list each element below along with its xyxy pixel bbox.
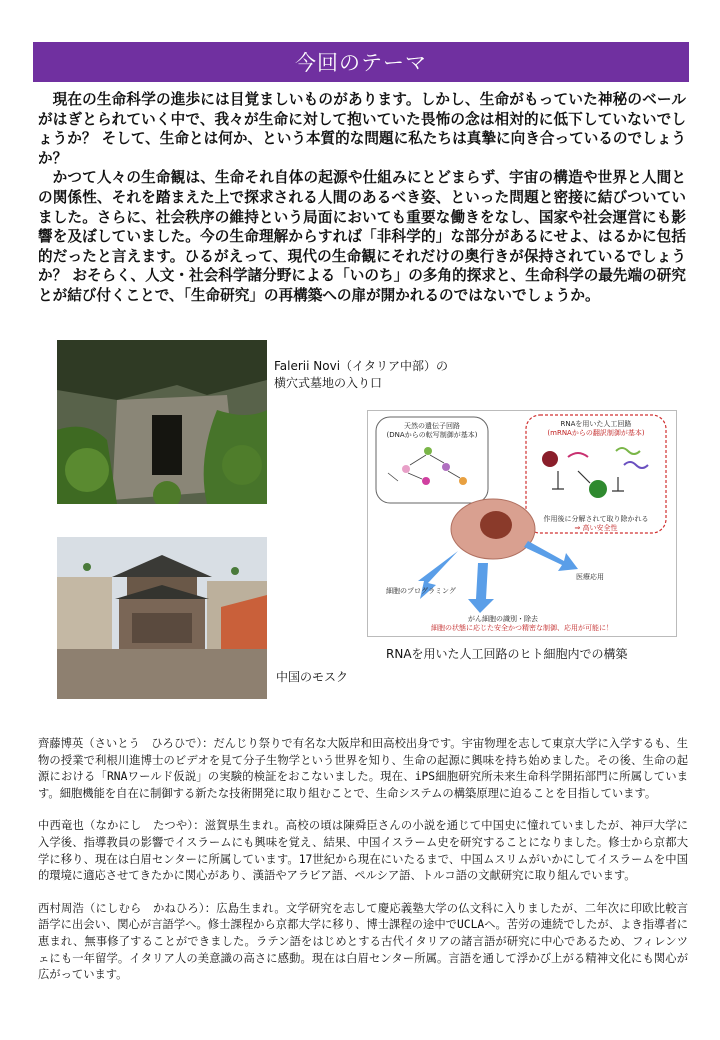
page-title: 今回のテーマ <box>295 51 427 75</box>
right-box-subtitle: (mRNAからの翻訳制御が基本) <box>547 429 645 437</box>
arrow-label-cancer: がん細胞の識別・除去 <box>468 615 538 623</box>
right-box-note: 作用後に分解されて取り除かれる <box>543 515 649 523</box>
rna-diagram <box>368 411 676 636</box>
author-bios <box>38 736 688 1000</box>
figure-footer: 細胞の状態に応じた安全かつ精密な制御、応用が可能に！ <box>431 624 613 632</box>
theme-banner <box>33 42 689 82</box>
mosque-photo <box>57 537 267 699</box>
right-box-note: ⇒ 高い安全性 <box>574 524 618 532</box>
mosque-photo-illustration <box>57 537 267 699</box>
arrow-label-medical: 医療応用 <box>576 573 604 581</box>
tomb-photo-illustration <box>57 340 267 504</box>
bio-paragraph: 齊藤博英（さいとう ひろひで）：だんじり祭りで有名な大阪岸和田高校出身です。宇宙物理を志して東京大学に入学するも、生物の授業で利根川進博士のビデオを見て分子生物学という世界を知り、生命の起源に興味を持ち始めました。その後、生命の起源における「RNAワールド仮説」の実験的検証をおこないました。現在、iPS細胞研究所未来生命科学開拓部門に所属しています。細胞機能を自在に制御する新たな技術開発に取り組むことで、生命システムの構築原理に迫ることを目指しています。 <box>38 737 688 800</box>
tomb-caption-line: Falerii Novi（イタリア中部）の <box>274 359 449 373</box>
bio-paragraph: 西村周浩（にしむら かねひろ）：広島生まれ。文学研究を志して慶応義塾大学の仏文科に入りましたが、二年次に印欧比較言語学に出会い、関心が言語学へ。修士課程から京都大学に移り、博士課程の途中でUCLAへ。苦労の連続でしたが、よき指導者に恵まれ、無事修了することができました。ラテン語をはじめとする古代イタリアの諸言語が研究に中心であるため、フィレンツェにも一年留学。イタリア人の美意識の高さに感動。現在は白眉センター所属。言語を通して浮かび上がる精神文化にも関心が広がっています。 <box>38 901 688 982</box>
tomb-caption <box>274 358 474 392</box>
intro-text <box>38 90 686 306</box>
right-box-title: RNAを用いた人工回路 <box>560 420 632 428</box>
left-box-title: 天然の遺伝子回路 <box>404 422 460 430</box>
intro-paragraph: かつて人々の生命観は、生命それ自体の起源や仕組みにとどまらず、宇宙の構造や世界と人間との関係性、それを踏まえた上で探求される人間のあるべき姿、といった問題と密接に結びついていました。さらに、社会秩序の維持という局面においても重要な働きをなし、国家や社会運営にも影響を及ぼしていました。今の生命理解からすれば「非科学的」な部分があるにせよ、はるかに包括的だったと言えます。ひるがえって、現代の生命観にそれだけの奥行きが保持されているでしょうか？ おそらく、人文・社会科学諸分野による「いのち」の多角的探求と、生命科学の最先端の研究とが結び付くことで、「生命研究」の再構築への扉が開かれるのではないでしょうか。 <box>38 169 686 304</box>
mosque-caption: 中国のモスク <box>276 670 349 684</box>
bio-paragraph: 中西竜也（なかにし たつや）：滋賀県生まれ。高校の頃は陳舜臣さんの小説を通じて中国史に憧れていましたが、神戸大学に入学後、指導教員の影響でイスラームにも興味を覚え、結果、中国イスラーム史を研究することになりました。修士から京都大学に移り、現在は白眉センターに所属しています。17世紀から現在にいたるまで、中国ムスリムがいかにしてイスラームを中国的環境に適応させてきたかに関心があり、漢語やアラビア語、ペルシア語、トルコ語の文献研究に取り組んでいます。 <box>38 819 688 883</box>
tomb-caption-line: 横穴式墓地の入り口 <box>274 376 383 390</box>
rna-caption: RNAを用いた人工回路のヒト細胞内での構築 <box>386 647 628 661</box>
arrow-label-programming: 細胞のプログラミング <box>386 587 456 595</box>
rna-circuit-figure <box>367 410 677 637</box>
intro-paragraph: 現在の生命科学の進歩には目覚ましいものがあります。しかし、生命がもっていた神秘のベールがはぎとられていく中で、我々が生命に対して抱いていた畏怖の念は相対的に低下していないでしょうか？ そして、生命とは何か、という本質的な問題に私たちは真摯に向き合っているのでしょうか？ <box>38 91 686 167</box>
tomb-entrance-photo <box>57 340 267 504</box>
left-box-subtitle: (DNAからの転写制御が基本) <box>386 431 478 439</box>
